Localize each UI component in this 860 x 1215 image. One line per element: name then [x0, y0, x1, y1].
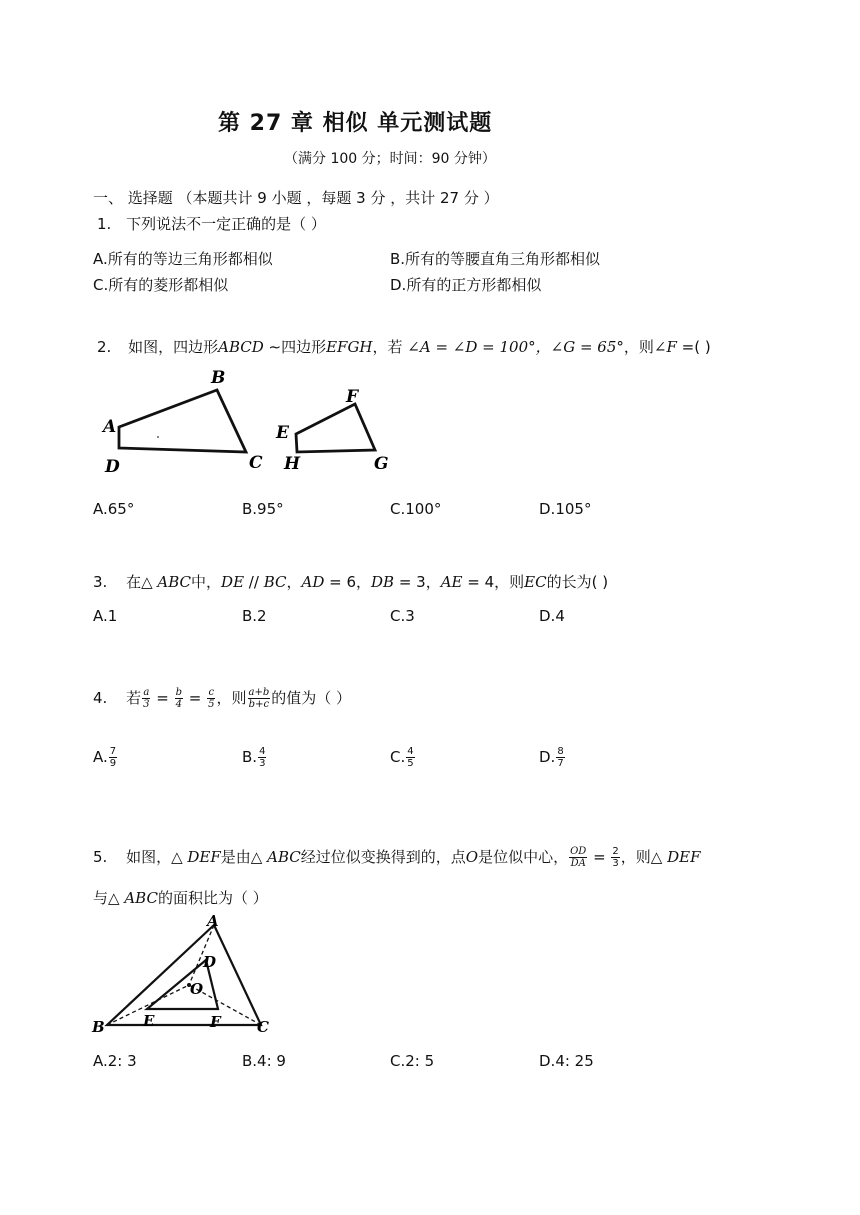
q3-option-b: B.2: [242, 607, 267, 625]
quadrilateral-figure: [95, 365, 405, 480]
q5-stem-text: 如图，△: [126, 848, 188, 866]
fraction-numerator: 8: [557, 746, 564, 757]
option-fraction: [556, 746, 564, 769]
q2-stem-math: ∠A = ∠D = 100°，∠G = 65°: [407, 338, 624, 356]
q4-stem-text: 若: [126, 689, 142, 707]
fraction-denominator: 5: [407, 758, 414, 769]
fraction-denominator: 3: [143, 699, 150, 710]
option-label: D.: [539, 748, 556, 766]
question-3: [93, 571, 608, 592]
q3-stem-text: //: [244, 573, 264, 591]
stray-dot: [157, 436, 159, 438]
q2-option-d: D.105°: [539, 500, 592, 518]
q3-stem-math: EC: [524, 573, 547, 591]
option-fraction: [258, 746, 266, 769]
q1-option-d: D.所有的正方形都相似: [390, 276, 542, 294]
fraction-denominator: 5: [208, 699, 215, 710]
q1-option-b: B.所有的等腰直角三角形都相似: [390, 250, 601, 268]
q3-stem-math: ABC: [157, 573, 192, 591]
label-o: O: [190, 980, 204, 998]
q5-stem-math: O: [465, 848, 479, 866]
quad-efgh: [296, 404, 375, 452]
quad-abcd: [119, 390, 246, 452]
q5-stem-math: DEF: [187, 848, 221, 866]
q1-option-a: A.所有的等边三角形都相似: [93, 250, 273, 268]
fraction-denominator: 7: [557, 758, 564, 769]
q2-option-b: B.95°: [242, 500, 284, 518]
q5-stem-text: ，则△: [620, 848, 668, 866]
question-1: [97, 213, 326, 234]
fraction-numerator: a+b: [248, 687, 270, 698]
question-5: 5. 如图，△ DEF是由△ ABC经过位似变换得到的，点O是位似中心， $\frac{OD}{DA}$ = $\frac{2}{3}$ ，则△ DEF: [93, 846, 701, 869]
q5-option-d: D.4: 25: [539, 1052, 594, 1070]
label-c: C: [257, 1018, 269, 1036]
fraction-c-5: [207, 687, 215, 710]
fraction-numerator: c: [208, 687, 215, 698]
question-stem: 下列说法不一定正确的是（ ）: [126, 215, 326, 233]
fraction-numerator: OD: [570, 846, 587, 857]
q3-stem-text: = 4，则: [462, 573, 525, 591]
q2-stem-text: ，若: [372, 338, 408, 356]
q2-stem-math: EFGH: [326, 338, 373, 356]
page-subtitle: （满分 100 分；时间：90 分钟）: [284, 151, 496, 167]
q5-stem-text: 经过位似变换得到的，点: [300, 848, 466, 866]
q3-stem-text: = 3，: [394, 573, 441, 591]
q2-stem-text: ，则: [623, 338, 654, 356]
fraction-b-4: [175, 687, 183, 710]
q2-stem-math: ∠F: [653, 338, 677, 356]
label-f: F: [346, 387, 359, 407]
section-heading: 一、 选择题 （本题共计 9 小题 ，每题 3 分 ，共计 27 分 ）: [93, 189, 499, 207]
label-g: G: [374, 454, 389, 474]
fraction-numerator: b: [175, 687, 182, 698]
question-number: 4.: [93, 689, 108, 707]
q4-option-a: [93, 746, 118, 769]
label-e: E: [143, 1012, 155, 1030]
q5-stem-text: 的面积比为（ ）: [157, 889, 268, 907]
q3-stem-text: 的长为( ): [546, 573, 609, 591]
label-f: F: [210, 1013, 221, 1031]
question-number: 1.: [97, 215, 112, 233]
q5-stem-math: ABC: [124, 889, 158, 907]
question-4: 4. 若 $\frac{a}{3}$ = $\frac{b}{4}$ = $\frac{c}{5}$ ，则 $\frac{a+b}{b+c}$ 的值为（ ）: [93, 687, 352, 710]
option-label: C.: [390, 748, 406, 766]
label-d: D: [203, 953, 217, 971]
q4-stem-text: ，则: [216, 689, 247, 707]
q5-stem-math: DEF: [667, 848, 701, 866]
q4-option-b: [242, 746, 267, 769]
label-b: B: [211, 368, 226, 388]
q2-stem-text: ∼四边形: [263, 338, 327, 356]
label-b: B: [92, 1018, 105, 1036]
question-number: 2.: [97, 338, 112, 356]
q5-stem-text: 是由△: [220, 848, 268, 866]
question-number: 5.: [93, 848, 108, 866]
page-title: 第 27 章 相似 单元测试题: [218, 111, 493, 136]
fraction-numerator: 7: [109, 746, 117, 757]
fraction-denominator: 9: [109, 758, 117, 769]
option-fraction: [406, 746, 414, 769]
q3-option-d: D.4: [539, 607, 565, 625]
q2-stem-text: =( ): [676, 338, 711, 356]
label-e: E: [276, 423, 289, 443]
q3-stem-math: AE: [440, 573, 463, 591]
q3-stem-text: = 6，: [324, 573, 371, 591]
question-2: [97, 336, 711, 357]
fraction-numerator: 4: [259, 746, 266, 757]
label-c: C: [249, 453, 263, 473]
q3-stem-math: BC: [263, 573, 287, 591]
fraction-numerator: 2: [612, 846, 619, 857]
q3-stem-math: DB: [371, 573, 395, 591]
q3-stem-math: AD: [301, 573, 325, 591]
q3-option-c: C.3: [390, 607, 415, 625]
q3-stem-text: 在△: [126, 573, 158, 591]
option-label: B.: [242, 748, 258, 766]
q2-stem-text: 如图，四边形: [128, 338, 219, 356]
label-a: A: [103, 417, 117, 437]
q4-option-c: [390, 746, 416, 769]
label-a: A: [207, 912, 219, 930]
option-label: A.: [93, 748, 108, 766]
q4-stem-text: 的值为（ ）: [271, 689, 352, 707]
fraction-od-da: [569, 846, 587, 869]
q2-option-c: C.100°: [390, 500, 442, 518]
fraction-a-3: [142, 687, 150, 710]
q3-stem-text: 中，: [191, 573, 222, 591]
fraction-numerator: 4: [407, 746, 414, 757]
q3-stem-math: DE: [221, 573, 245, 591]
label-h: H: [284, 454, 301, 474]
q5-option-a: A.2: 3: [93, 1052, 137, 1070]
q5-option-c: C.2: 5: [390, 1052, 435, 1070]
q5-stem-text: 与△: [93, 889, 125, 907]
fraction-denominator: 4: [175, 699, 182, 710]
q2-stem-math: ABCD: [218, 338, 264, 356]
fraction-denominator: 3: [259, 758, 266, 769]
q5-option-b: B.4: 9: [242, 1052, 286, 1070]
q5-stem-math: ABC: [267, 848, 301, 866]
fraction-2-3: [611, 846, 619, 869]
q3-stem-text: ，: [286, 573, 302, 591]
label-d: D: [105, 457, 120, 477]
q1-option-c: C.所有的菱形都相似: [93, 276, 229, 294]
q3-option-a: A.1: [93, 607, 118, 625]
q2-option-a: A.65°: [93, 500, 135, 518]
fraction-denominator: DA: [570, 858, 586, 869]
homothety-figure: [90, 910, 280, 1036]
fraction-denominator: 3: [612, 858, 619, 869]
q5-stem-text: 是位似中心，: [478, 848, 569, 866]
fraction-numerator: a: [143, 687, 150, 698]
q4-option-d: [539, 746, 566, 769]
option-fraction: [109, 746, 117, 769]
question-number: 3.: [93, 573, 108, 591]
fraction-sum: [248, 687, 271, 710]
question-5-line-2: [93, 887, 268, 908]
fraction-denominator: b+c: [248, 699, 270, 710]
